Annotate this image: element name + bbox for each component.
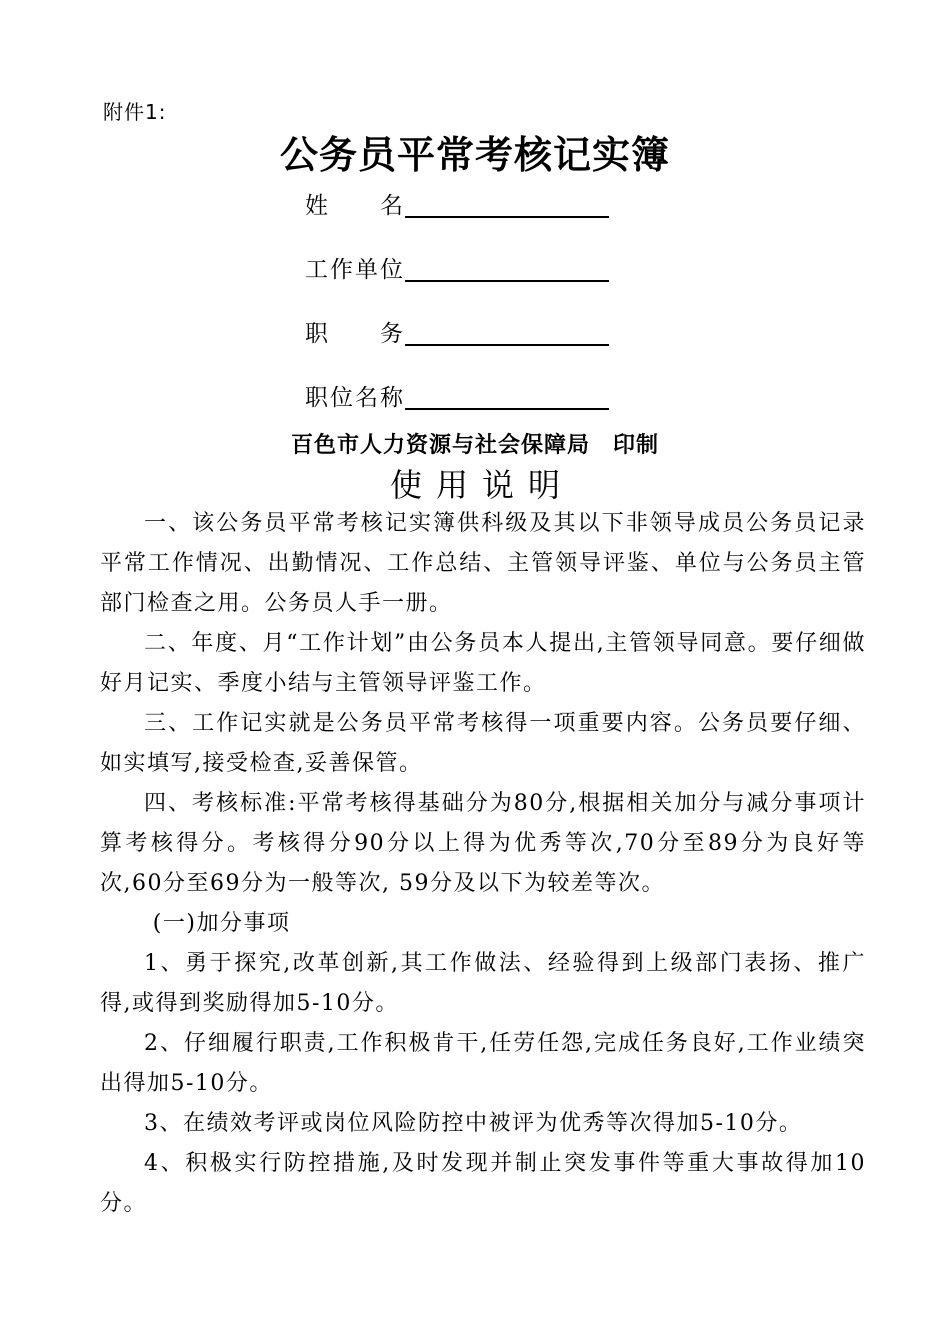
position-input-line[interactable] bbox=[405, 344, 609, 346]
form-field-position[interactable] bbox=[305, 314, 609, 348]
page-title: 公务员平常考核记实簿 bbox=[279, 133, 670, 177]
instructions-body bbox=[100, 504, 866, 1224]
field-label: 工作单位 bbox=[305, 257, 405, 283]
field-label: 职 务 bbox=[305, 321, 405, 347]
work-unit-input-line[interactable] bbox=[405, 280, 609, 282]
paragraph: 一、该公务员平常考核记实簿供科级及其以下非领导成员公务员记录平常工作情况、出勤情况、工作总结、主管领导评鉴、单位与公务员主管部门检查之用。公务员人手一册。 bbox=[100, 511, 866, 616]
subheading: (一)加分事项 bbox=[152, 911, 291, 936]
job-title-input-line[interactable] bbox=[405, 408, 609, 410]
form-field-work-unit[interactable] bbox=[305, 250, 609, 284]
paragraph: 三、工作记实就是公务员平常考核得一项重要内容。公务员要仔细、如实填写,接受检查,妥善保管。 bbox=[100, 711, 866, 776]
attachment-label: 附件1: bbox=[103, 100, 167, 124]
name-input-line[interactable] bbox=[405, 216, 609, 218]
paragraph: 二、年度、月“工作计划”由公务员本人提出,主管领导同意。要仔细做好月记实、季度小结与主管领导评鉴工作。 bbox=[100, 631, 866, 696]
field-label: 姓 名 bbox=[305, 193, 405, 219]
paragraph: 四、考核标准:平常考核得基础分为80分,根据相关加分与减分事项计算考核得分。考核得分90分以上得为优秀等次,70分至89分为良好等次,60分至69分为一般等次, 59分及以下为较差等次。 bbox=[100, 791, 866, 896]
list-item: 2、仔细履行职责,工作积极肯干,任劳任怨,完成任务良好,工作业绩突出得加5-10分。 bbox=[100, 1031, 866, 1096]
list-item: 3、在绩效考评或岗位风险防控中被评为优秀等次得加5-10分。 bbox=[144, 1111, 803, 1136]
list-item: 4、积极实行防控措施,及时发现并制止突发事件等重大事故得加10分。 bbox=[100, 1151, 866, 1216]
section-title: 使用说明 bbox=[389, 466, 574, 504]
form-field-job-title[interactable] bbox=[305, 378, 609, 412]
field-label: 职位名称 bbox=[305, 385, 405, 411]
publisher: 百色市人力资源与社会保障局 印制 bbox=[290, 432, 659, 458]
form-field-name[interactable] bbox=[305, 186, 609, 220]
list-item: 1、勇于探究,改革创新,其工作做法、经验得到上级部门表扬、推广得,或得到奖励得加5-10分。 bbox=[100, 951, 866, 1016]
